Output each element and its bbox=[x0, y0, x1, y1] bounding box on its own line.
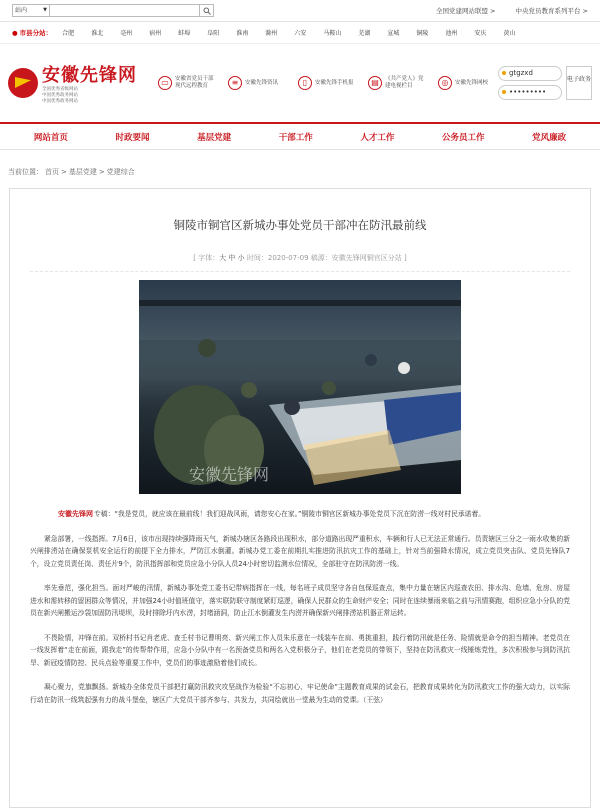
quick-links bbox=[158, 76, 498, 90]
search-scope-select[interactable] bbox=[12, 4, 50, 17]
breadcrumb-grassroots[interactable]: 基层党建 bbox=[68, 168, 97, 176]
branch-link[interactable]: 池州 bbox=[445, 30, 458, 37]
link-central-education[interactable]: 中央党员教育系列平台 > bbox=[515, 7, 588, 15]
branch-link[interactable]: 六安 bbox=[294, 30, 307, 37]
branch-link[interactable]: 芜湖 bbox=[358, 30, 371, 37]
chevron-down-icon: ▼ bbox=[43, 7, 47, 13]
quick-link-label: 《共产党人》党建电视栏目 bbox=[385, 76, 424, 89]
branch-link[interactable]: 黄山 bbox=[503, 30, 516, 37]
branch-link[interactable]: 宿州 bbox=[149, 30, 162, 37]
branch-label bbox=[12, 28, 52, 37]
article-photo bbox=[139, 280, 461, 494]
article-title: 铜陵市铜官区新城办事处党员干部冲在防汛最前线 bbox=[173, 218, 427, 232]
quick-link[interactable] bbox=[228, 76, 288, 90]
branch-list bbox=[62, 28, 515, 37]
search-scope-label: 站内 bbox=[15, 7, 28, 14]
password-field[interactable]: ••••••••• bbox=[498, 85, 562, 100]
article-paragraph bbox=[30, 681, 570, 706]
book-icon: ▤ bbox=[368, 76, 382, 90]
branch-link[interactable]: 宣城 bbox=[387, 30, 400, 37]
globe-icon: ◎ bbox=[438, 76, 452, 90]
nav-item[interactable]: 干部工作 bbox=[278, 132, 313, 143]
search-icon bbox=[203, 7, 211, 15]
username-field[interactable]: gtgzxd bbox=[498, 66, 562, 81]
site-header bbox=[0, 44, 600, 122]
nav-item[interactable]: 公务员工作 bbox=[442, 132, 485, 143]
location-icon: ● bbox=[12, 28, 18, 37]
branch-link[interactable]: 淮北 bbox=[91, 30, 104, 37]
quick-link-label: 安徽先锋资讯 bbox=[245, 79, 279, 86]
paragraph-text: 紧急部署，一线指挥。7月6日，该市出现持续强降雨天气，新城办辖区各路段出现积水，部分道路出现严重积水，车辆和行人已无法正常通行。员责辖区三分之一雨水收集的新兴闸排涝站在确保泵机安全运行的前提下全力排水，严防江水倒灌。新城办党工委在前期扎实推进防汛抗灾工作的基础上，针对当前强降水情况，成立党员突击队、党员先锋队7个，设立党员责任岗、责任片9个，防汛指挥部和党员应急小分队人员24小时密切监测水位情况，全部驻守在防汛防涝一线。 bbox=[30, 534, 570, 568]
logo-sub-1: 全国优秀省级网站 bbox=[42, 87, 78, 92]
article-paragraph bbox=[30, 632, 570, 670]
article-paragraph bbox=[30, 508, 570, 521]
breadcrumb-sep: > bbox=[98, 168, 105, 176]
branch-link[interactable]: 铜陵 bbox=[416, 30, 429, 37]
article bbox=[9, 188, 591, 808]
link-party-alliance[interactable]: 全国党建网站联盟 > bbox=[435, 7, 496, 15]
breadcrumb-home[interactable]: 首页 bbox=[45, 168, 59, 176]
paragraph-text: 凝心聚力，党旗飘扬。新城办全体党员干部把打赢防汛救灾攻坚战作为检验“不忘初心、牢记使命”主题教育成果的试金石，把教育成果转化为防汛救灾工作的强大动力，以实际行动在防汛一线筑起强有力的战斗堡垒，辖区广大党员干部齐参与、共发力，共同绘就出一堂最为生动的党课。（王弦） bbox=[30, 683, 570, 704]
quick-link-label: 安徽先锋手机报 bbox=[315, 79, 354, 86]
top-bar bbox=[0, 0, 600, 22]
font-size-options[interactable]: 大 中 小 bbox=[219, 254, 245, 262]
quick-link-label: 安徽省党员干部现代远程教育 bbox=[175, 76, 214, 89]
breadcrumb-sep: > bbox=[61, 168, 67, 176]
main-nav bbox=[0, 122, 600, 150]
paragraph-text: 率先垂范，强化担当。面对严峻的汛情，新城办事处党工委书记带病指挥在一线，每名班子成员坚守各自包保巡查点，集中力量在辖区内巡查农田、排水沟、危墙、危房、房屋进水和需转移的留困群众等情况，并加强24小时值班值守，落实联防联守制度紧盯巡逻，确保人民群众的生命财产安全；同时在连续暴雨来临之前与汛情赛跑，组织应急小分队的党员在新兴闸搬运沙袋加固防汛堤坝，及时排除圩内水涝，封堵涵洞，防止江水倒灌发生内涝并确保新兴闸排涝站机器正常运转。 bbox=[30, 584, 570, 617]
lead-logo: 安徽先锋网 bbox=[58, 509, 93, 518]
site-logo[interactable] bbox=[8, 61, 140, 105]
branch-link[interactable]: 安庆 bbox=[474, 30, 487, 37]
branch-link[interactable]: 淮南 bbox=[236, 30, 249, 37]
branch-bar bbox=[0, 22, 600, 44]
logo-sub-2: 中国优秀政务网站 bbox=[42, 93, 78, 98]
login-panel bbox=[498, 66, 592, 100]
search-button[interactable] bbox=[200, 4, 214, 17]
branch-link[interactable]: 亳州 bbox=[120, 30, 133, 37]
branch-link[interactable]: 马鞍山 bbox=[323, 30, 342, 37]
breadcrumb bbox=[0, 160, 600, 184]
e-government-button[interactable]: 电子政务 bbox=[566, 66, 592, 100]
branch-link[interactable]: 阜阳 bbox=[207, 30, 220, 37]
quick-link-label: 安徽先锋网校 bbox=[455, 79, 489, 86]
nav-item[interactable]: 党风廉政 bbox=[532, 132, 567, 143]
branch-link[interactable]: 滁州 bbox=[265, 30, 278, 37]
monitor-icon: ▭ bbox=[158, 76, 172, 90]
article-body bbox=[30, 508, 570, 706]
news-icon: ≡ bbox=[228, 76, 242, 90]
article-paragraph bbox=[30, 582, 570, 620]
paragraph-text: 专稿：“我是党员，就应该在最前线！我们迎战风雨，请您安心在家。”铜陵市铜官区新城办事处党员下沉在防涝一线对村民承诺着。 bbox=[94, 510, 486, 518]
meta-prefix: [ 字体： bbox=[193, 254, 220, 262]
quick-link[interactable] bbox=[298, 76, 358, 90]
logo-title: 安徽先锋网 bbox=[42, 65, 137, 86]
branch-link[interactable]: 合肥 bbox=[62, 30, 75, 37]
meta-rest: 时间：2020-07-09 稿源：安徽先锋网铜官区分站 ] bbox=[244, 254, 407, 262]
top-links bbox=[436, 6, 588, 15]
mobile-icon: ▯ bbox=[298, 76, 312, 90]
nav-item[interactable]: 网站首页 bbox=[33, 132, 68, 143]
quick-link[interactable] bbox=[368, 76, 428, 90]
photo-watermark: 安徽先锋网 bbox=[189, 465, 270, 484]
nav-item[interactable]: 人才工作 bbox=[360, 132, 395, 143]
search-input[interactable] bbox=[50, 4, 200, 17]
flag-logo-icon bbox=[8, 68, 38, 98]
branch-link[interactable]: 蚌埠 bbox=[178, 30, 191, 37]
breadcrumb-prefix: 当前位置： bbox=[8, 168, 43, 176]
quick-link[interactable] bbox=[438, 76, 498, 90]
quick-link[interactable] bbox=[158, 76, 218, 90]
branch-label-text: 市县分站： bbox=[19, 29, 53, 37]
article-paragraph bbox=[30, 533, 570, 571]
paragraph-text: 不畏险情，冲锋在前。双桥村书记肖老虎、查壬村书记曹明亮、新兴闸工作人员朱乐意在一线装车在肩、勇挑重担，践行着防汛就是任务、险情就是命令的担当精神。老党员在一线发挥着“走在前面，跟我走”的传帮带作用，应急小分队中有一名预备党员和两名入党积极分子，他们在老党员的带领下，坚持在防汛救灾一线锤炼党性，多次积极参与到防汛抗旱、新冠疫情防控、民兵点验等重要工作中，党员们的事迹激励着他们成长。 bbox=[30, 633, 570, 667]
nav-item[interactable]: 时政要闻 bbox=[115, 132, 150, 143]
nav-item[interactable]: 基层党建 bbox=[197, 132, 232, 143]
article-meta bbox=[30, 253, 570, 272]
breadcrumb-party-building[interactable]: 党建综合 bbox=[106, 168, 135, 176]
logo-sub-3: 中国优秀政务网站 bbox=[42, 99, 78, 104]
